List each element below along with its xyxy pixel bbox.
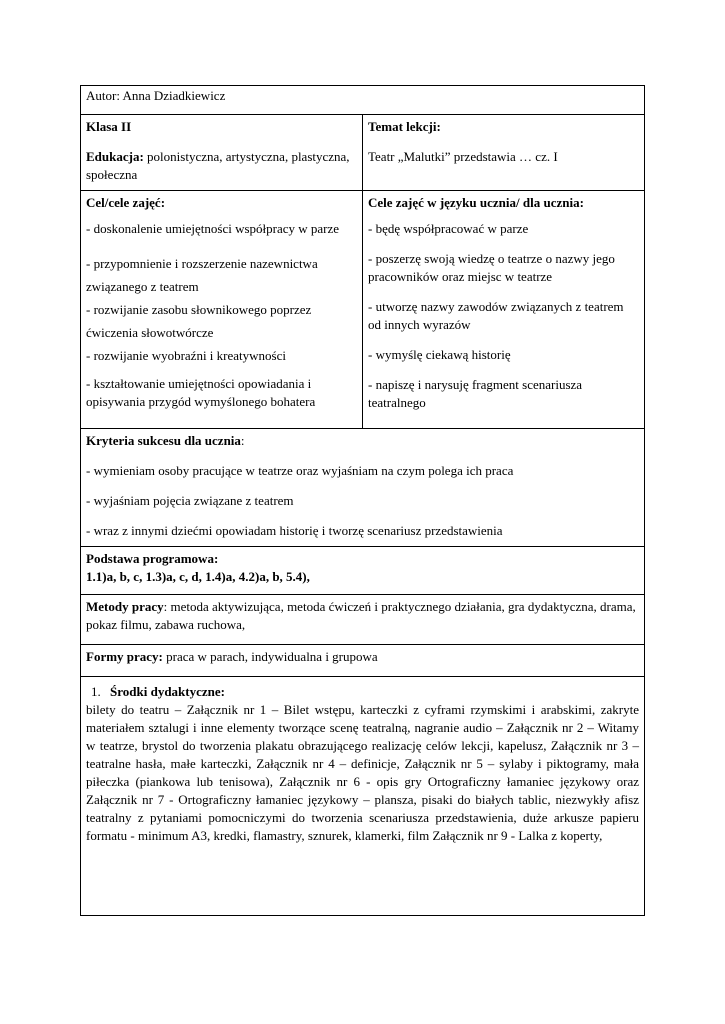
criteria-heading-line	[86, 432, 639, 450]
student-goal-item: - napiszę i narysuję fragment scenariusza teatralnego	[368, 377, 583, 410]
methods-value: : metoda aktywizująca, metoda ćwiczeń i praktycznego działania, gra dydaktyczna, drama, pokaz filmu, zabawa ruchowa,	[86, 599, 636, 632]
student-goal-item: - utworzę nazwy zawodów związanych z teatrem od innych wyrazów	[368, 299, 624, 332]
criteria-heading: Kryteria sukcesu dla ucznia	[86, 433, 241, 448]
class-topic-row	[81, 115, 645, 191]
student-goal-item: - wymyślę ciekawą historię	[368, 347, 511, 362]
goal-item: - doskonalenie umiejętności współpracy w parze	[86, 221, 340, 236]
resources-heading-line	[86, 683, 639, 701]
goals-cell	[81, 191, 363, 429]
criteria-colon: :	[240, 433, 245, 448]
criteria-row	[81, 429, 645, 547]
topic-label: Temat lekcji:	[368, 119, 441, 134]
goal-item: - rozwijanie zasobu słownikowego poprzez ćwiczenia słowotwórcze	[86, 302, 312, 340]
criteria-cell	[81, 429, 645, 547]
student-goals-cell	[363, 191, 645, 429]
curriculum-row	[81, 547, 645, 595]
methods-row	[81, 595, 645, 645]
author-row	[81, 86, 645, 115]
topic-value: Teatr „Malutki” przedstawia … cz. I	[368, 149, 558, 164]
goal-item: - przypomnienie i rozszerzenie nazewnictwa związanego z teatrem	[86, 256, 318, 294]
curriculum-cell	[81, 547, 645, 595]
curriculum-heading: Podstawa programowa:	[86, 551, 219, 566]
student-goal-item: - będę współpracować w parze	[368, 221, 529, 236]
forms-value: praca w parach, indywidualna i grupowa	[162, 649, 378, 664]
goals-row	[81, 191, 645, 429]
forms-row	[81, 645, 645, 677]
forms-label: Formy pracy:	[86, 649, 163, 664]
author-cell	[81, 86, 645, 115]
criteria-item: - wyjaśniam pojęcia związane z teatrem	[86, 493, 294, 508]
education-label: Edukacja:	[86, 149, 144, 164]
class-label: Klasa II	[86, 119, 132, 134]
curriculum-value: 1.1)a, b, c, 1.3)a, c, d, 1.4)a, 4.2)a, b, 5.4),	[86, 569, 310, 584]
student-goal-item: - poszerzę swoją wiedzę o teatrze o nazwy jego pracowników oraz miejsc w teatrze	[368, 251, 615, 284]
topic-cell	[363, 115, 645, 191]
criteria-item: - wraz z innymi dziećmi opowiadam historię i tworzę scenariusz przedstawienia	[86, 523, 503, 538]
lesson-plan-table	[80, 85, 645, 916]
resources-cell	[81, 677, 645, 916]
resources-heading: Środki dydaktyczne:	[110, 684, 225, 699]
goal-item: - rozwijanie wyobraźni i kreatywności	[86, 348, 286, 363]
methods-line	[86, 598, 639, 634]
student-goals-heading: Cele zajęć w języku ucznia/ dla ucznia:	[368, 195, 584, 210]
methods-cell	[81, 595, 645, 645]
goal-item: - kształtowanie umiejętności opowiadania i opisywania przygód wymyślonego bohatera	[86, 376, 316, 409]
class-cell	[81, 115, 363, 191]
resources-number: 1.	[91, 684, 101, 699]
criteria-item: - wymieniam osoby pracujące w teatrze oraz wyjaśniam na czym polega ich praca	[86, 463, 514, 478]
education-line	[86, 148, 357, 184]
resources-text: bilety do teatru – Załącznik nr 1 – Bilet wstępu, karteczki z cyframi rzymskimi i arabskimi, zakryte materiałem sztalugi i inne elementy tworzące scenę teatralną, nagranie audio – Załącznik nr 2 – Witamy w teatrze, brystol do tworzenia plakatu obrazującego realizację celów lekcji, kapelusz, Załącznik nr 3 – teatralne hasła, małe karteczki, Załącznik nr 4 – definicje, Załącznik nr 5 – sylaby i piktogramy, mała piłeczka (piankowa lub tenisowa), Załącznik nr 6 - opis gry Ortograficzny łamaniec językowy oraz Załącznik nr 7 - Ortograficzny łamaniec językowy – plansza, pisaki do białych tablic, niezwykły afisz teatralny z pytaniami pomocniczymi do tworzenia scenariusza przedstawienia, duże arkusze papieru formatu - minimum A3, kredki, flamastry, sznurek, klamerki, film Załącznik nr 9 - Lalka z koperty,	[86, 702, 639, 843]
forms-cell	[81, 645, 645, 677]
goals-heading: Cel/cele zajęć:	[86, 195, 166, 210]
education-value: polonistyczna, artystyczna, plastyczna, społeczna	[86, 149, 350, 182]
forms-line	[86, 648, 639, 666]
methods-label: Metody pracy	[86, 599, 164, 614]
author-text: Autor: Anna Dziadkiewicz	[86, 88, 226, 103]
resources-row	[81, 677, 645, 916]
